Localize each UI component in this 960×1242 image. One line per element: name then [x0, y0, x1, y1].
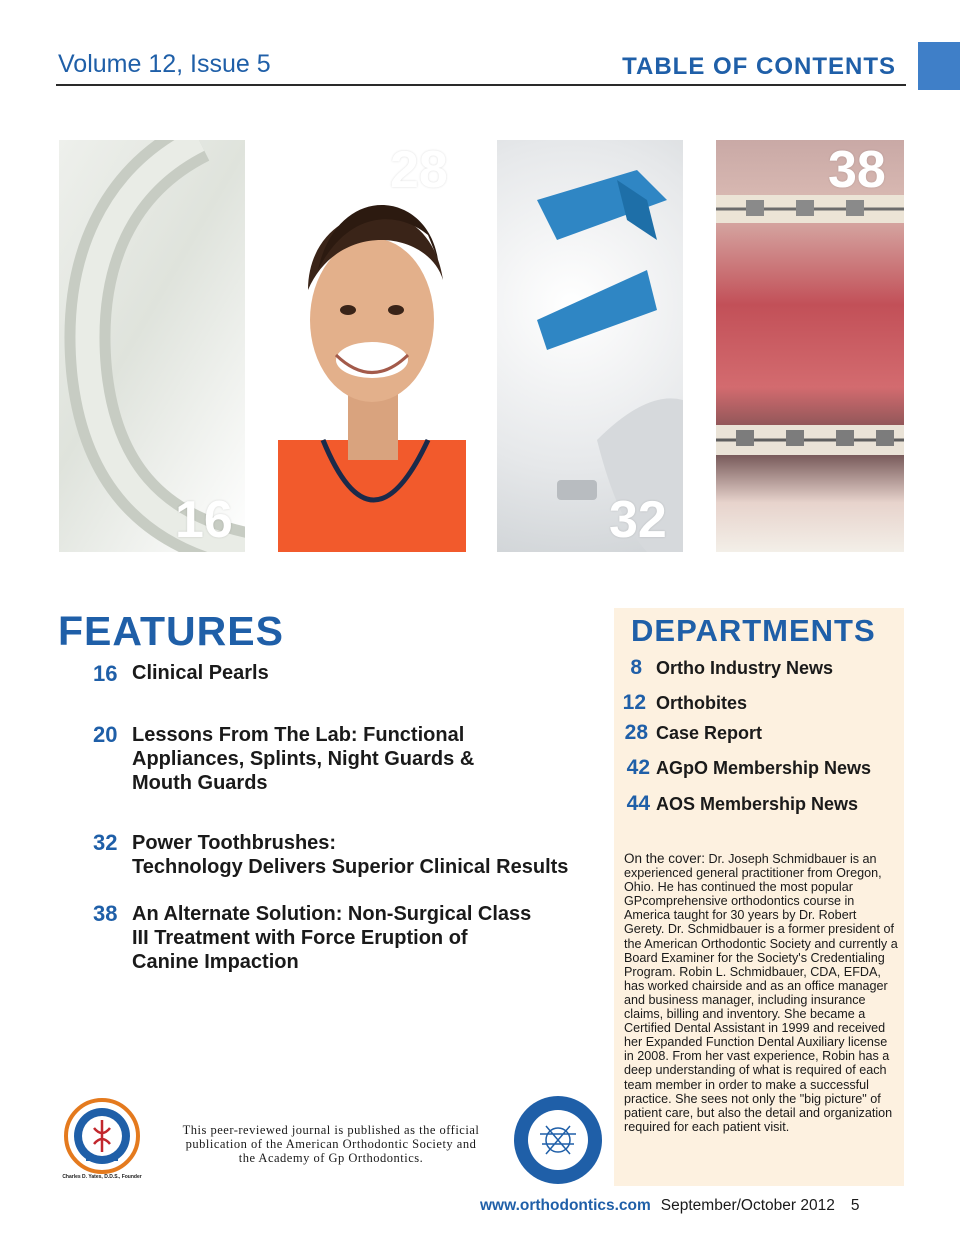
feature-title-line: III Treatment with Force Eruption of [132, 927, 468, 949]
feature-title-line: Mouth Guards [132, 772, 268, 794]
feature-title-line: An Alternate Solution: Non-Surgical Class [132, 903, 532, 925]
photo-braces [716, 140, 904, 552]
department-page-number: 42 [626, 756, 650, 779]
volume-issue: Volume 12, Issue 5 [58, 50, 271, 78]
department-page-number: 28 [624, 721, 648, 744]
feature-title-line: Canine Impaction [132, 951, 299, 973]
department-item[interactable]: Case Report [656, 723, 763, 743]
corner-tab [918, 42, 960, 90]
feature-item[interactable] [132, 831, 568, 879]
feature-title-line: Lessons From The Lab: Functional [132, 724, 465, 746]
feature-item[interactable] [132, 661, 269, 685]
agpo-logo [56, 1098, 148, 1184]
cover-description [624, 852, 900, 1134]
department-item[interactable]: Ortho Industry News [656, 658, 834, 678]
website-link[interactable]: www.orthodontics.com [480, 1197, 651, 1214]
cover-lead: On the cover: [624, 851, 706, 866]
issue-date: September/October 2012 [660, 1197, 835, 1214]
photo-page-number: 32 [609, 491, 667, 549]
feature-title-line: Appliances, Splints, Night Guards & [132, 748, 475, 770]
cover-body: Dr. Joseph Schmidbauer is an experienced general practitioner from Oregon, Ohio. He has continued the most popular GPcomprehensive orthodontics course in America taught for 30 years by Dr. Robert Gerety. Dr. Schmidbauer is a former president of the American Orthodontic Society and currently a Board Examiner for the Society's Credentialing Program. Robin L. Schmidbauer, CDA, EFDA, has worked chairside and as an office manager and business manager, including insurance claims, billing and inventory. She became a Certified Dental Assistant in 1999 and received her Expanded Function Dental Auxiliary license in 2008. From her vast experience, Robin has a deep understanding of what is required of each team member in order to make a successful practice. She sees not only the "big picture" of patient care, but also the detail and organization required for each patient visit. [624, 852, 898, 1134]
department-page-number: 8 [630, 656, 642, 679]
photo-toothbrush [497, 140, 683, 552]
feature-title-line: Clinical Pearls [132, 662, 269, 684]
publication-line: This peer-reviewed journal is published as the official [182, 1123, 480, 1137]
feature-page-number: 32 [93, 830, 118, 855]
agpo-founder: Charles D. Yates, D.D.S., Founder [62, 1174, 142, 1180]
departments-heading: DEPARTMENTS [631, 613, 876, 648]
features-heading: FEATURES [58, 608, 284, 654]
braces-illustration [716, 140, 904, 552]
aos-logo [512, 1094, 604, 1186]
feature-page-number: 20 [93, 722, 118, 747]
agpo-seal-icon [56, 1098, 148, 1184]
photo-page-number: 38 [828, 141, 886, 199]
feature-page-number: 16 [93, 661, 118, 686]
feature-title-line: Technology Delivers Superior Clinical Results [132, 856, 569, 878]
feature-item[interactable] [132, 902, 531, 974]
boy-portrait [278, 140, 466, 552]
department-page-number: 44 [626, 792, 650, 815]
feature-title-line: Power Toothbrushes: [132, 832, 337, 854]
photo-boy [278, 140, 466, 552]
department-item[interactable]: AOS Membership News [656, 794, 859, 814]
page-footer [480, 1197, 904, 1215]
feature-item[interactable] [132, 723, 474, 795]
section-title: TABLE OF CONTENTS [622, 53, 896, 80]
publication-line: publication of the American Orthodontic Society and [185, 1137, 477, 1151]
department-item[interactable]: AGpO Membership News [656, 758, 872, 778]
photo-page-number: 28 [390, 141, 448, 199]
photo-page-number: 16 [175, 491, 233, 549]
feature-page-number: 38 [93, 901, 118, 926]
department-item[interactable]: Orthobites [656, 693, 748, 713]
publication-line: the Academy of Gp Orthodontics. [238, 1151, 424, 1165]
department-page-number: 12 [622, 691, 646, 714]
photo-splint [59, 140, 245, 552]
aos-seal-icon [512, 1094, 604, 1186]
header-rule [56, 84, 906, 86]
publication-note [166, 1123, 496, 1165]
page-number: 5 [850, 1197, 860, 1214]
